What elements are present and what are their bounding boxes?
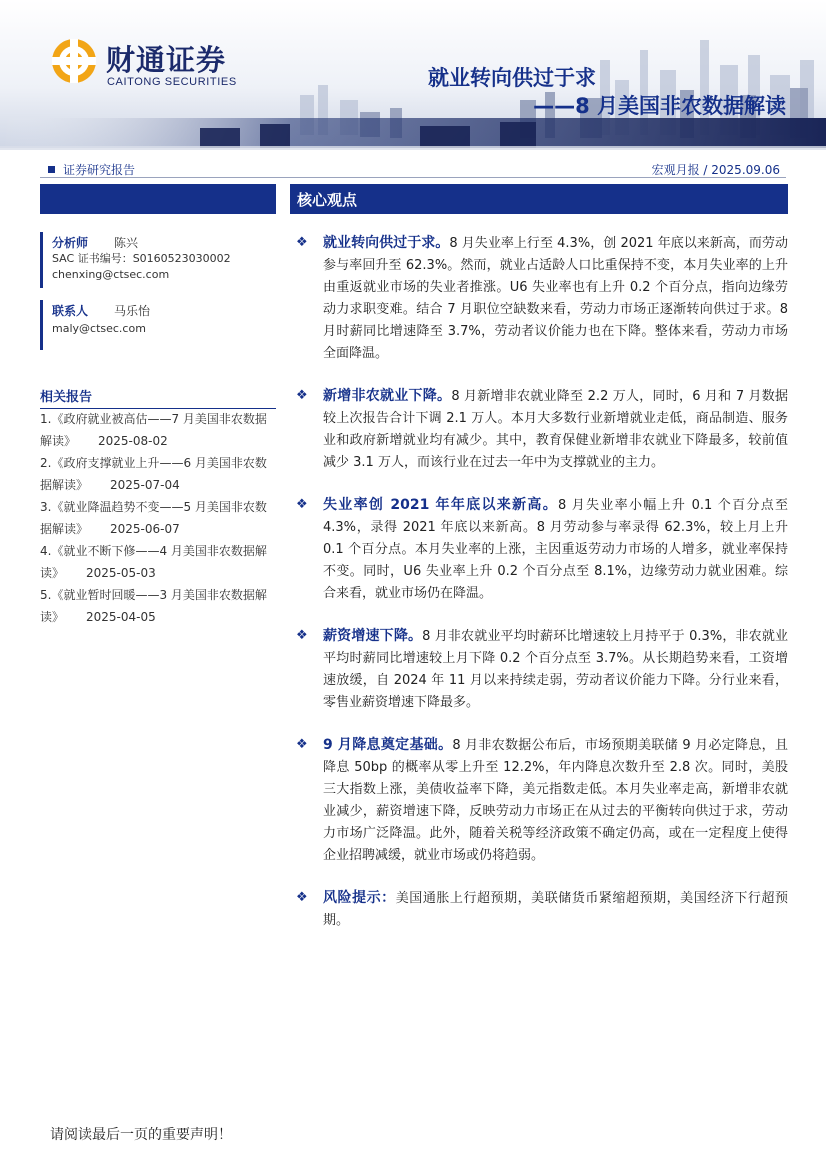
related-reports-title: 相关报告 bbox=[40, 386, 276, 409]
related-report-date: 2025-05-03 bbox=[86, 566, 156, 580]
diamond-bullet-icon: ❖ bbox=[296, 628, 308, 643]
report-meta-bar bbox=[40, 160, 786, 178]
related-report-date: 2025-06-07 bbox=[110, 522, 180, 536]
disclaimer-note: 请阅读最后一页的重要声明！ bbox=[50, 1127, 232, 1143]
core-point bbox=[296, 232, 788, 365]
core-point-body: 8 月新增非农就业降至 2.2 万人，同时，6 月和 7 月数据较上次报告合计下调 2.1 万人。本月大多数行业新增就业走低，商品制造、服务业和政府新增就业均有减少。其中，教育保健业新增非农就业下降最多，较前值减少 3.1 万人，而该行业在过去一年中为支撑就业的主力。 bbox=[323, 389, 788, 470]
core-point bbox=[296, 385, 788, 474]
core-point-body: 8 月非农就业平均时薪环比增速较上月持平于 0.3%，非农就业平均时薪同比增速较上月下降 0.2 个百分点至 3.7%。从长期趋势来看，工资增速放缓，自 2024 年 11 月以来持续走弱，劳动者议价能力下降。分行业来看，零售业薪资增速下降最多。 bbox=[323, 629, 788, 710]
report-type-label: 证券研究报告 bbox=[63, 163, 136, 177]
report-type bbox=[48, 161, 135, 178]
report-date: 宏观月报 / 2025.09.06 bbox=[651, 163, 780, 177]
report-title: 就业转向供过于求 bbox=[428, 66, 596, 90]
caitong-logo-icon bbox=[50, 36, 98, 86]
related-report-item[interactable] bbox=[40, 584, 278, 628]
related-report-item[interactable] bbox=[40, 408, 278, 452]
diamond-bullet-icon: ❖ bbox=[296, 497, 308, 512]
related-report-item[interactable] bbox=[40, 496, 278, 540]
liaison-email[interactable]: maly@ctsec.com bbox=[52, 322, 146, 335]
core-point-body: 8 月失业率小幅上升 0.1 个百分点至 4.3%，录得 2021 年底以来新高。8 月劳动参与率录得 62.3%，较上月上升 0.1 个百分点。本月失业率的上涨，主因重返劳动力市场的人增多，就业率保持不变。同时，U6 失业率上升 0.2 个百分点至 8.1%，边缘劳动力就业困难。综合来看，就业市场仍在降温。 bbox=[323, 498, 788, 601]
analyst-contact bbox=[40, 232, 276, 288]
report-header bbox=[0, 0, 826, 160]
related-report-text: 4.《就业不断下修——4 月美国非农数据解读》 bbox=[40, 544, 267, 580]
related-report-date: 2025-07-04 bbox=[110, 478, 180, 492]
liaison-name: 马乐怡 bbox=[114, 304, 151, 318]
left-column-header-bar bbox=[40, 184, 276, 214]
diamond-bullet-icon: ❖ bbox=[296, 890, 308, 905]
related-report-date: 2025-08-02 bbox=[98, 434, 168, 448]
square-bullet-icon bbox=[48, 166, 55, 173]
analyst-role: 分析师 bbox=[52, 236, 89, 250]
core-point bbox=[296, 625, 788, 714]
core-point bbox=[296, 494, 788, 605]
core-point bbox=[296, 734, 788, 867]
core-point-lead: 9 月降息奠定基础。 bbox=[323, 737, 453, 753]
core-point-lead: 失业率创 2021 年年底以来新高。 bbox=[323, 497, 559, 513]
related-report-date: 2025-04-05 bbox=[86, 610, 156, 624]
related-reports-list bbox=[40, 408, 278, 628]
diamond-bullet-icon: ❖ bbox=[296, 737, 308, 752]
logo-chinese-name: 财通证券 bbox=[106, 43, 227, 77]
analyst-name: 陈兴 bbox=[114, 236, 139, 250]
related-report-item[interactable] bbox=[40, 452, 278, 496]
related-report-text: 3.《就业降温趋势不变——5 月美国非农数据解读》 bbox=[40, 500, 267, 536]
related-report-text: 5.《就业暂时回暖——3 月美国非农数据解读》 bbox=[40, 588, 267, 624]
risk-warning bbox=[296, 887, 788, 932]
core-point-lead: 薪资增速下降。 bbox=[323, 628, 423, 644]
diamond-bullet-icon: ❖ bbox=[296, 235, 308, 250]
related-report-text: 2.《政府支撑就业上升——6 月美国非农数据解读》 bbox=[40, 456, 267, 492]
core-point-lead: 就业转向供过于求。 bbox=[323, 235, 450, 251]
risk-warning-body: 美国通胀上行超预期，美联储货币紧缩超预期，美国经济下行超预期。 bbox=[323, 891, 788, 928]
related-report-text: 1.《政府就业被高估——7 月美国非农数据解读》 bbox=[40, 412, 267, 448]
analyst-cert: SAC 证书编号：S0160523030002 bbox=[52, 252, 231, 265]
analyst-email[interactable]: chenxing@ctsec.com bbox=[52, 268, 170, 281]
core-point-lead: 新增非农就业下降。 bbox=[323, 388, 452, 404]
risk-warning-lead: 风险提示： bbox=[323, 890, 396, 906]
core-view-points bbox=[296, 232, 788, 932]
logo-english-name: CAITONG SECURITIES bbox=[107, 76, 237, 88]
core-point-body: 8 月非农数据公布后，市场预期美联储 9 月必定降息，且降息 50bp 的概率从零上升至 12.2%，年内降息次数升至 2.8 次。同时，美股三大指数上涨，美债收益率下降，美元指数走低。本月失业率走高，新增非农就业减少，薪资增速下降，反映劳动力市场正在从过去的平衡转向供过于求，劳动力市场广泛降温。此外，随着关税等经济政策不确定仍高，或在一定程度上使得企业招聘减缓，就业市场或仍将趋弱。 bbox=[323, 738, 788, 863]
liaison-role: 联系人 bbox=[52, 304, 89, 318]
liaison-contact bbox=[40, 300, 276, 350]
company-logo bbox=[50, 36, 250, 96]
related-report-item[interactable] bbox=[40, 540, 278, 584]
report-subtitle: ——8 月美国非农数据解读 bbox=[533, 94, 786, 118]
diamond-bullet-icon: ❖ bbox=[296, 388, 308, 403]
core-point-body: 8 月失业率上行至 4.3%，创 2021 年底以来新高，而劳动参与率回升至 62.3%。然而，就业占适龄人口比重保持不变，本月失业率的上升由重返就业市场的失业者推涨。U6 失业率也有上升 0.2 个百分点，指向边缘劳动力求职变难。结合 7 月职位空缺数来看，劳动力市场正逐渐转向供过于求。8 月时薪同比增速降至 3.7%，劳动者议价能力也在下降。整体来看，劳动力市场全面降温。 bbox=[323, 236, 788, 361]
core-view-header: 核心观点 bbox=[290, 184, 788, 214]
